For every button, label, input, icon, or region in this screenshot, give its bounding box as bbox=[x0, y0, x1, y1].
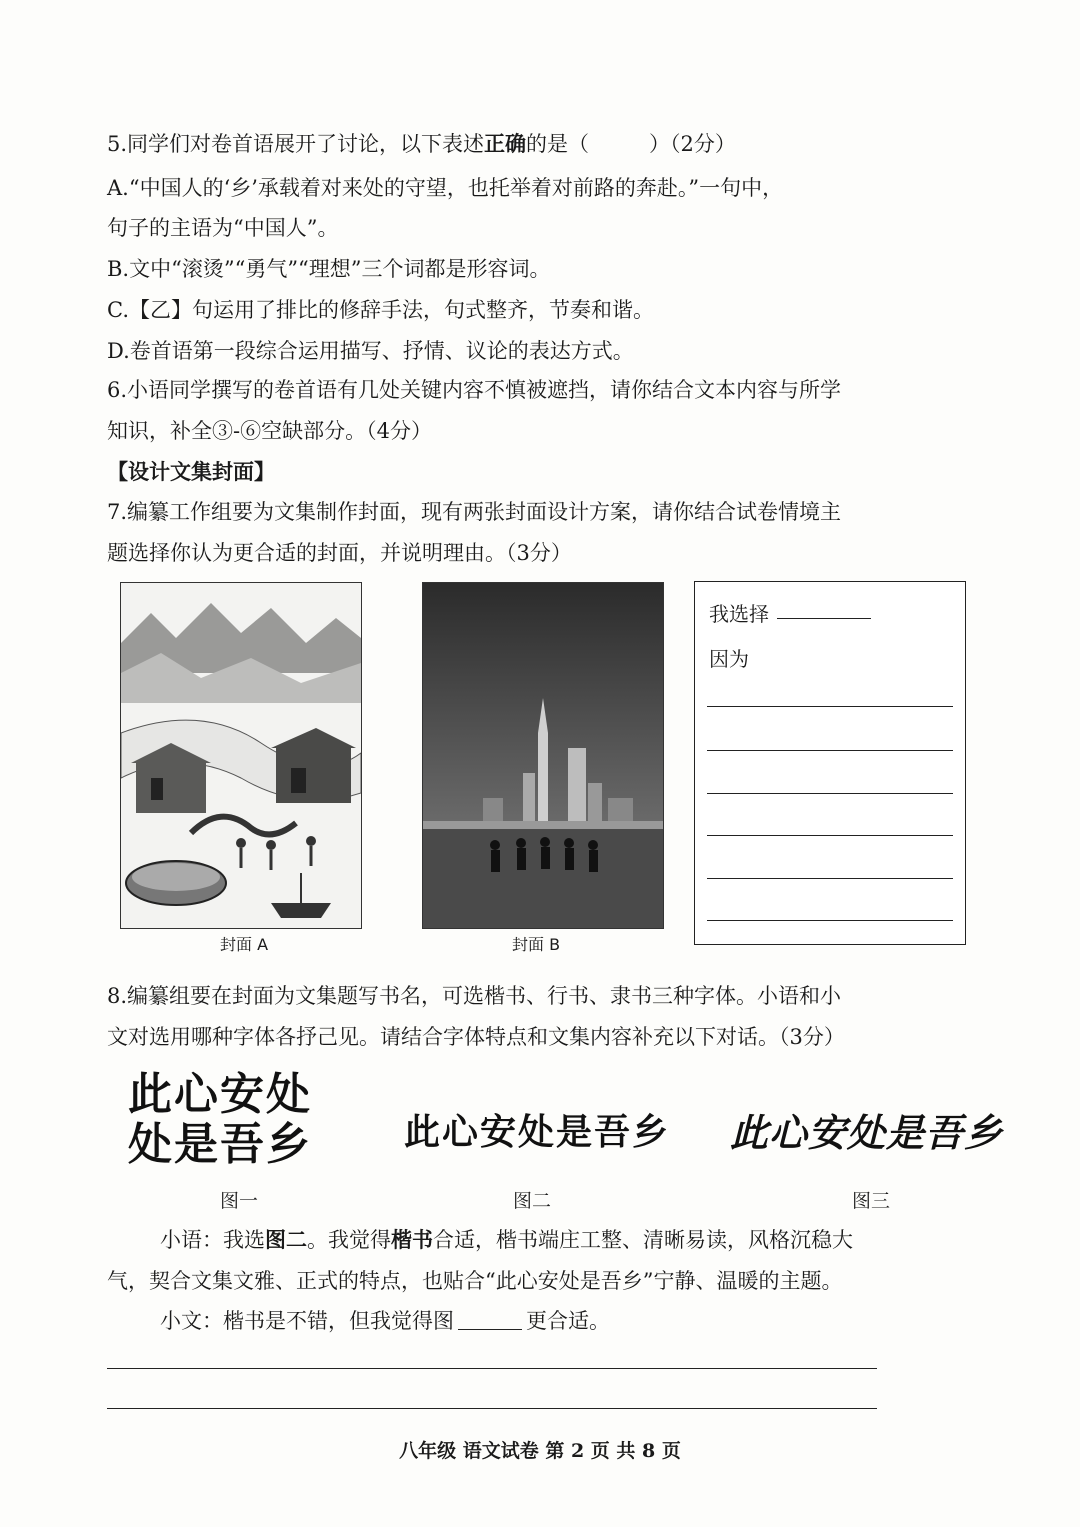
cover-a-caption: 封面 A bbox=[220, 935, 269, 954]
xiaowen-a: 小文：楷书是不错，但我觉得图 bbox=[160, 1309, 454, 1333]
reason-line-3[interactable] bbox=[707, 793, 953, 794]
cover-b-image bbox=[422, 582, 664, 929]
calligraphy-sample-1 bbox=[128, 1070, 312, 1170]
answer-line-2[interactable] bbox=[107, 1408, 877, 1409]
q5-paren-open: （ bbox=[568, 132, 590, 156]
cover-a-image bbox=[120, 582, 362, 929]
xiaoyu-1a: 小语：我选 bbox=[160, 1228, 265, 1252]
q5-option-b: B.文中“滚烫”“勇气”“理想”三个词都是形容词。 bbox=[107, 257, 551, 281]
calligraphy-sample-2: 此心安处是吾乡 bbox=[404, 1112, 671, 1153]
xiaoyu-1c: 。我觉得 bbox=[307, 1228, 391, 1252]
q8-line1: 8.编纂组要在封面为文集题写书名，可选楷书、行书、隶书三种字体。小语和小 bbox=[107, 984, 842, 1008]
reason-line-1[interactable] bbox=[707, 706, 953, 707]
fig1-caption: 图一 bbox=[220, 1190, 259, 1212]
q7-answer-box bbox=[694, 581, 966, 945]
sample1-line2: 处是吾乡 bbox=[128, 1119, 312, 1170]
figure-choice-blank[interactable] bbox=[458, 1309, 522, 1330]
fig2-caption: 图二 bbox=[513, 1190, 552, 1212]
page-footer: 八年级 语文试卷 第 2 页 共 8 页 bbox=[399, 1440, 681, 1462]
q8-line2: 文对选用哪种字体各抒己见。请结合字体特点和文集内容补充以下对话。（3分） bbox=[107, 1025, 845, 1049]
reason-label: 因为 bbox=[709, 647, 749, 671]
calligraphy-sample-3: 此心安处是吾乡 bbox=[730, 1110, 1004, 1155]
section-title: 【设计文集封面】 bbox=[107, 460, 275, 484]
xiaowen-line bbox=[160, 1305, 610, 1335]
q7-line2: 题选择你认为更合适的封面，并说明理由。（3分） bbox=[107, 541, 572, 565]
xiaoyu-line1 bbox=[160, 1224, 853, 1254]
reason-line-6[interactable] bbox=[707, 920, 953, 921]
xiaoyu-1e: 合适，楷书端庄工整、清晰易读，风格沉稳大 bbox=[433, 1228, 853, 1252]
q5-stem-text: 5.同学们对卷首语展开了讨论，以下表述 bbox=[107, 132, 485, 156]
xiaoyu-line2: 气，契合文集文雅、正式的特点，也贴合“此心安处是吾乡”宁静、温暖的主题。 bbox=[107, 1269, 843, 1293]
q5-option-d: D.卷首语第一段综合运用描写、抒情、议论的表达方式。 bbox=[107, 339, 634, 363]
q6-line1: 6.小语同学撰写的卷首语有几处关键内容不慎被遮挡，请你结合文本内容与所学 bbox=[107, 378, 842, 402]
select-label: 我选择 bbox=[709, 602, 769, 626]
xiaoyu-1d: 楷书 bbox=[391, 1227, 433, 1252]
reason-line-2[interactable] bbox=[707, 750, 953, 751]
xiaoyu-1b: 图二 bbox=[265, 1227, 307, 1252]
q5-stem-bold: 正确 bbox=[484, 131, 527, 156]
q7-line1: 7.编纂工作组要为文集制作封面，现有两张封面设计方案，请你结合试卷情境主 bbox=[107, 500, 842, 524]
reason-line-4[interactable] bbox=[707, 835, 953, 836]
q5-option-c: C.【乙】句运用了排比的修辞手法，句式整齐，节奏和谐。 bbox=[107, 298, 654, 322]
q5-option-a-line2: 句子的主语为“中国人”。 bbox=[107, 216, 339, 240]
q6-line2: 知识，补全③-⑥空缺部分。（4分） bbox=[107, 419, 432, 443]
q5-stem bbox=[107, 128, 736, 158]
reason-line-5[interactable] bbox=[707, 878, 953, 879]
q5-stem-tail: 的是 bbox=[526, 132, 569, 156]
q5-paren-close: ） bbox=[649, 132, 671, 156]
q5-option-a-line1: A.“中国人的‘乡’承载着对来处的守望，也托举着对前路的奔赴。”一句中， bbox=[107, 176, 784, 200]
sample1-line1: 此心安处 bbox=[128, 1069, 312, 1120]
xiaowen-b: 更合适。 bbox=[526, 1309, 610, 1333]
answer-line-1[interactable] bbox=[107, 1368, 877, 1369]
select-blank[interactable] bbox=[777, 618, 871, 619]
cover-b-caption: 封面 B bbox=[512, 935, 561, 954]
fig3-caption: 图三 bbox=[852, 1190, 891, 1212]
q5-points: （2分） bbox=[670, 132, 736, 156]
